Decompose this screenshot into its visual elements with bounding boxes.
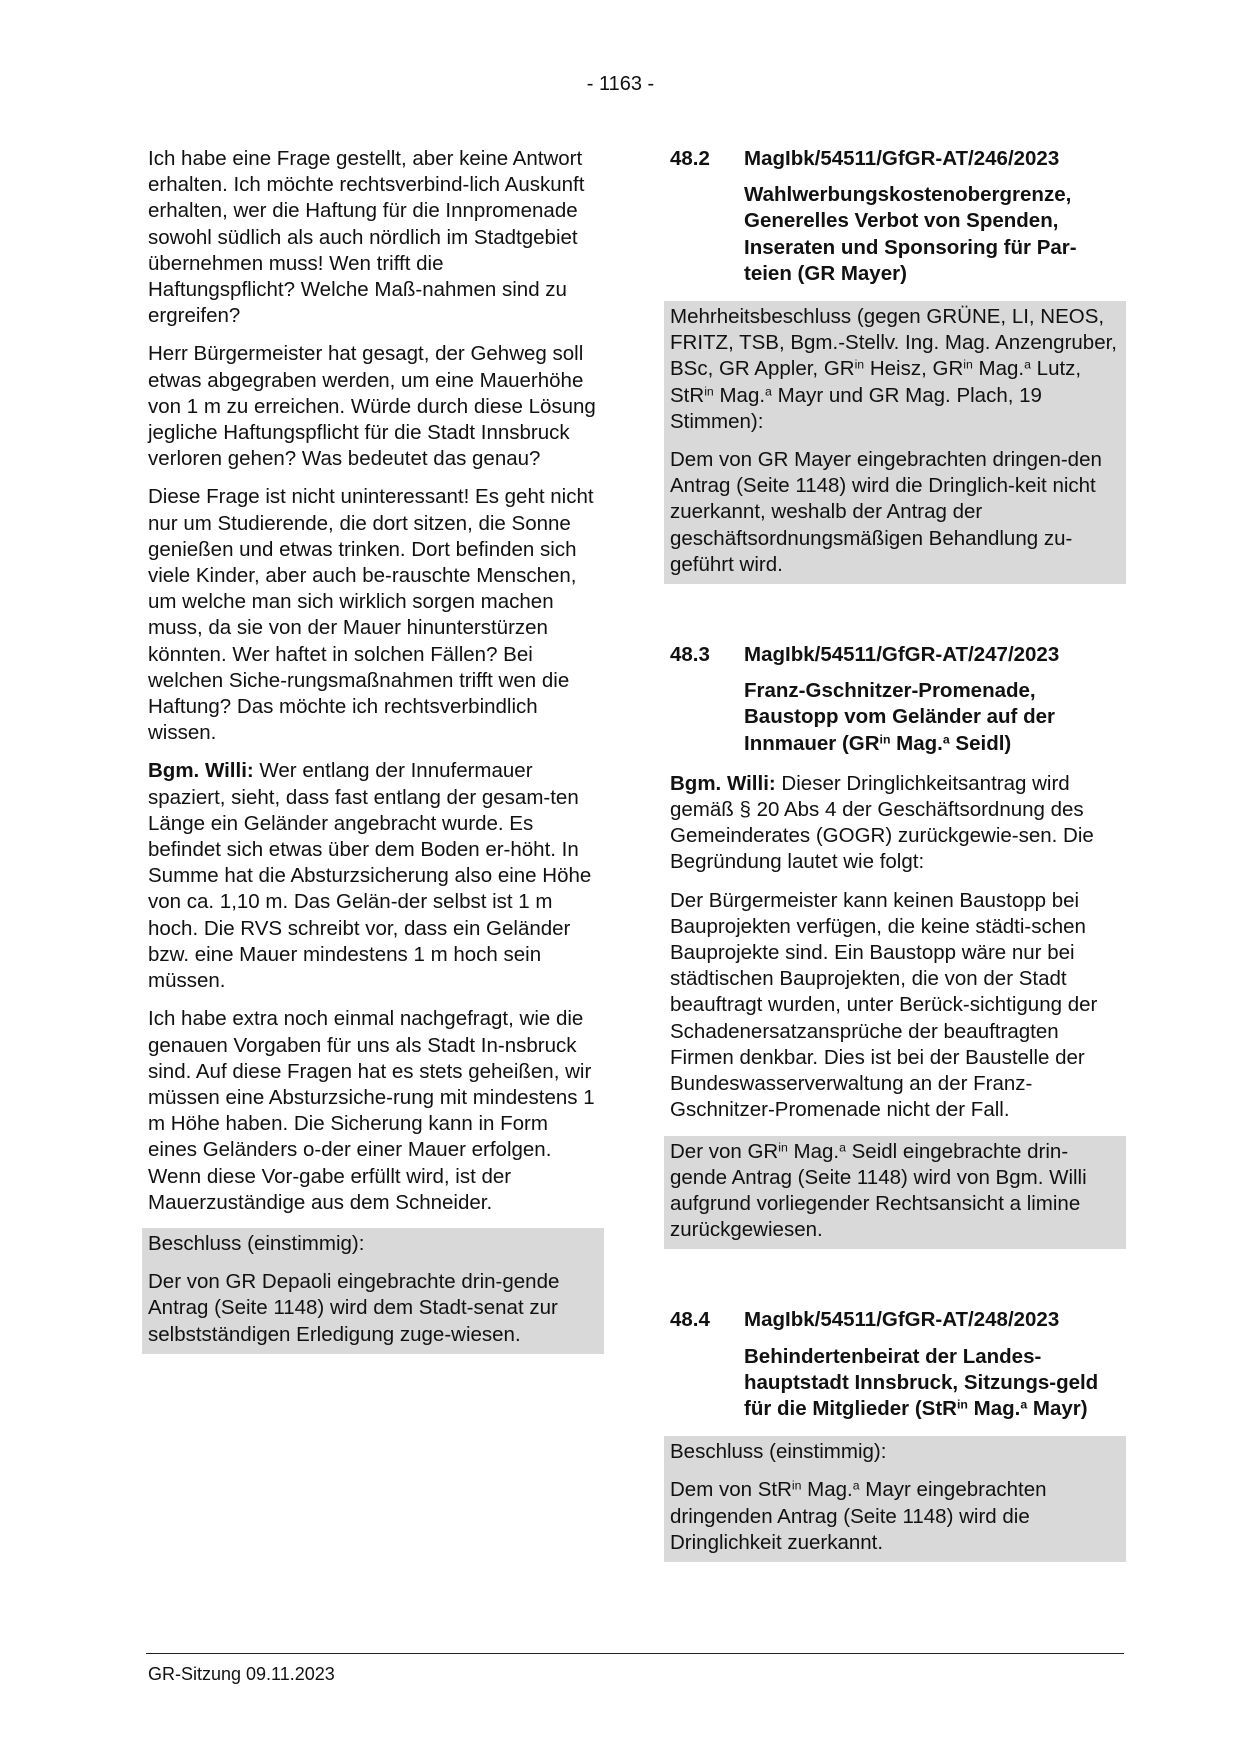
agenda-item-code: MagIbk/54511/GfGR-AT/248/2023 <box>744 1308 1060 1332</box>
agenda-item-code: MagIbk/54511/GfGR-AT/246/2023 <box>744 147 1060 170</box>
page-number: - 1163 - <box>586 73 655 95</box>
agenda-item-title: Franz-Gschnitzer-Promenade, Baustopp vom Geländer auf der Innmauer ($GR^{in}$ Mag.$^a$ Seidl) <box>744 679 1055 755</box>
decision-box <box>664 1136 1126 1250</box>
agenda-item-code: MagIbk/54511/GfGR-AT/247/2023 <box>744 643 1060 667</box>
paragraph: Diese Frage ist nicht uninteressant! Es geht nicht nur um Studierende, die dort sitzen, die Sonne genießen und etwas trinken. Dort befinden sich viele Kinder, aber auch be-rauschte Menschen, um welche man sich wirklich sorgen machen muss, da sie von der Mauer hinunterstürzen könnten. Wer haftet in solchen Fällen? Bei welchen Siche-rungsmaßnahmen trifft wen die Haftung? Das möchte ich rechtsverbindlich wissen. <box>148 485 594 745</box>
agenda-item-title: Behindertenbeirat der Landes-hauptstadt Innsbruck, Sitzungs-geld für die Mitglieder (StR$^{in}$ Mag.$^a$ Mayr) <box>744 1344 1099 1420</box>
paragraph <box>148 758 598 994</box>
agenda-item-heading <box>670 642 1120 668</box>
agenda-item-title: Wahlwerbungskostenobergrenze, Generelles Verbot von Spenden, Inseraten und Sponsoring für Par-teien (GR Mayer) <box>744 183 1077 285</box>
vote-result: Mehrheitsbeschluss (gegen GRÜNE, LI, NEOS, FRITZ, TSB, Bgm.-Stellv. Ing. Mag. Anzengruber, BSc, GR Appler, $GR^{in}$ Heisz, $GR^{in}$ Mag.$^a$ Lutz, StR$^{in}$ Mag.$^a$ Mayr und GR Mag. Plach, 19 Stimmen): <box>670 305 1117 433</box>
paragraph: Herr Bürgermeister hat gesagt, der Gehweg soll etwas abgegraben werden, um eine Mauerhöhe von 1 m zu erreichen. Würde durch diese Lösung jegliche Haftungspflicht für die Stadt Innsbruck verloren gehen? Was bedeutet das genau? <box>148 342 596 471</box>
paragraph: Ich habe eine Frage gestellt, aber keine Antwort erhalten. Ich möchte rechtsverbind-lich Auskunft erhalten, wer die Haftung für die Innpromenade sowohl südlich als auch nördlich im Stadtgebiet übernehmen muss! Wen trifft die Haftungspflicht? Welche Maß-nahmen sind zu ergreifen? <box>148 147 585 328</box>
decision-box <box>142 1228 604 1354</box>
agenda-item-number: 48.2 <box>670 147 710 170</box>
agenda-item-number: 48.4 <box>670 1308 710 1332</box>
decision-label: Beschluss (einstimmig): <box>148 1231 365 1255</box>
speech-text: Wer entlang der Innufermauer spaziert, sieht, dass fast entlang der gesam-ten Länge ein Geländer angebracht wurde. Es befindet sich etwas über dem Boden er-höht. In Summe hat die Absturzsicherung also eine Höhe von ca. 1,10 m. Das Gelän-der selbst ist 1 m hoch. Die RVS schreibt vor, dass ein Geländer bzw. eine Mauer mindestens 1 m hoch sein müssen. <box>148 759 592 993</box>
agenda-item-number: 48.3 <box>670 643 710 667</box>
paragraph: Ich habe extra noch einmal nachgefragt, wie die genauen Vorgaben für uns als Stadt In-nsbruck sind. Auf diese Fragen hat es stets geheißen, wir müssen eine Absturzsiche-rung mit mindestens 1 m Höhe haben. Die Sicherung kann in Form eines Geländers o-der einer Mauer erfolgen. Wenn diese Vor-gabe erfüllt wird, ist der Mauerzuständige aus dem Schneider. <box>148 1007 595 1214</box>
decision-box <box>664 1436 1126 1562</box>
paragraph <box>670 771 1120 876</box>
left-column <box>148 146 598 1354</box>
decision-box <box>664 301 1126 584</box>
decision-text: Der von $GR^{in}$ Mag.$^a$ Seidl eingebrachte drin-gende Antrag (Seite 1148) wird von Bgm. Willi aufgrund vorliegender Rechtsansicht a limine zurückgewiesen. <box>670 1139 1087 1242</box>
agenda-item-heading <box>670 146 1120 172</box>
paragraph: Der Bürgermeister kann keinen Baustopp bei Bauprojekten verfügen, die keine städti-schen Bauprojekte sind. Ein Baustopp wäre nur bei städtischen Bauprojekten, die von der Stadt beauftragt wurden, unter Berück-sichtigung der Schadenersatzansprüche der beauftragten Firmen denkbar. Dies ist bei der Baustelle der Bundeswasserverwaltung an der Franz-Gschnitzer-Promenade nicht der Fall. <box>670 888 1098 1122</box>
decision-label: Beschluss (einstimmig): <box>670 1440 887 1464</box>
footer-divider <box>146 1653 1124 1654</box>
speaker-name: Bgm. Willi: <box>670 771 776 795</box>
footer-text: GR-Sitzung 09.11.2023 <box>148 1664 335 1684</box>
speaker-name: Bgm. Willi: <box>148 759 254 783</box>
agenda-item-heading <box>670 1307 1120 1333</box>
speech-text: Dieser Dringlichkeitsantrag wird gemäß § 20 Abs 4 der Geschäftsordnung des Gemeinderates (GOGR) zurückgewie-sen. Die Begründung lautet wie folgt: <box>670 771 1094 874</box>
right-column <box>670 146 1120 1562</box>
decision-text: Der von GR Depaoli eingebrachte drin-gende Antrag (Seite 1148) wird dem Stadt-senat zur selbstständigen Erledigung zuge-wiesen. <box>148 1270 560 1346</box>
decision-text: Dem von StR$^{in}$ Mag.$^a$ Mayr eingebrachten dringenden Antrag (Seite 1148) wird die Dringlichkeit zuerkannt. <box>670 1478 1047 1554</box>
decision-text: Dem von GR Mayer eingebrachten dringen-den Antrag (Seite 1148) wird die Dringlich-keit nicht zuerkannt, weshalb der Antrag der geschäftsordnungsmäßigen Behandlung zu-geführt wird. <box>670 448 1102 576</box>
